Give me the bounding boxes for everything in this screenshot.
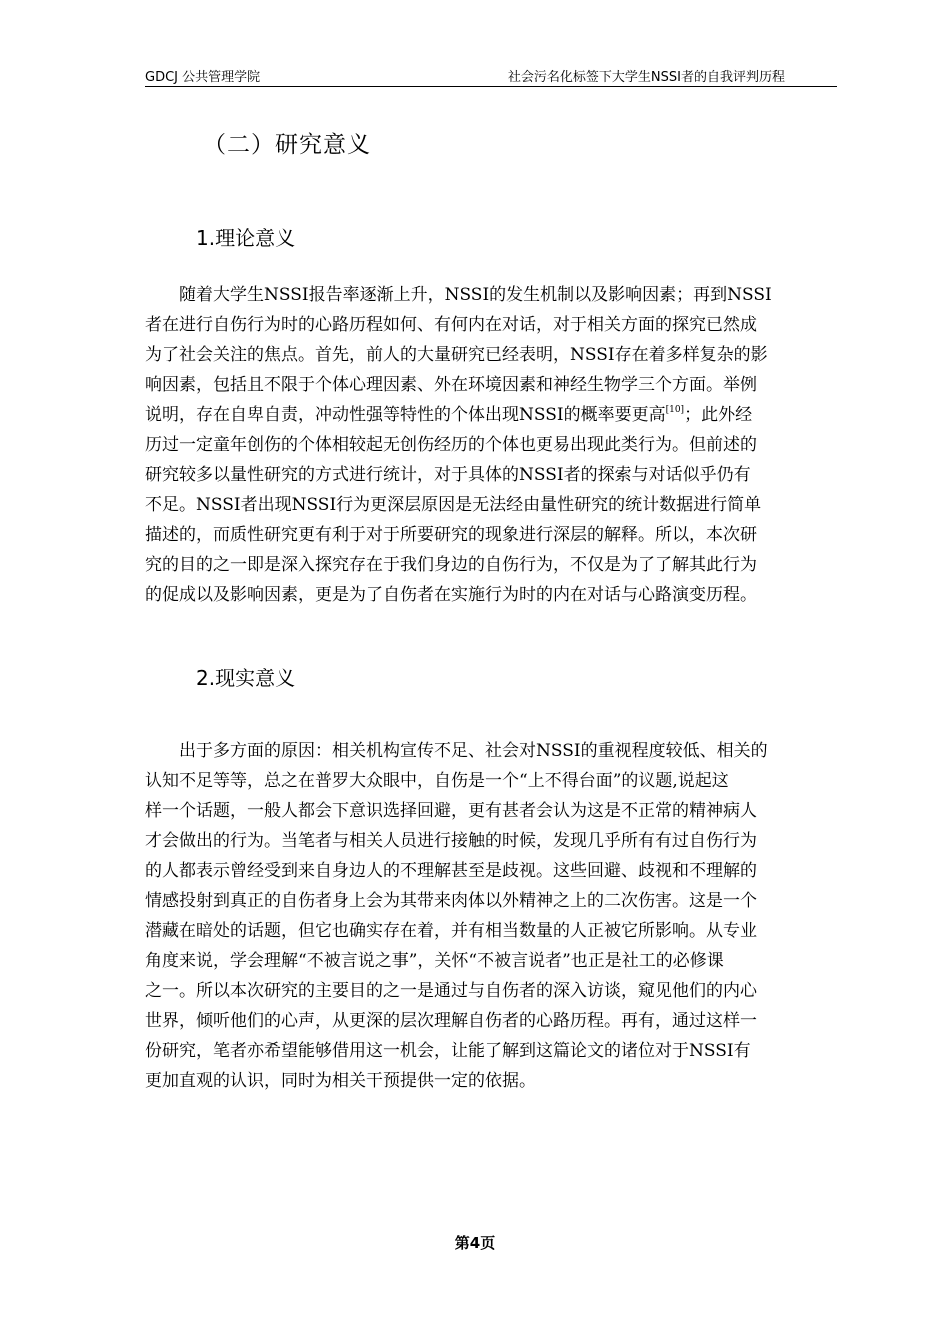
paragraph-line-with-citation (145, 400, 835, 430)
paragraph-line: 才会做出的行为。当笔者与相关人员进行接触的时候，发现几乎所有有过自伤行为 (145, 831, 757, 851)
paragraph-line: 份研究，笔者亦希望能够借用这一机会，让能了解到这篇论文的诸位对于NSSI有 (145, 1041, 751, 1061)
paragraph-line: 世界，倾听他们的心声，从更深的层次理解自伤者的心路历程。再有，通过这样一 (145, 1011, 757, 1031)
paragraph-line: 样一个话题，一般人都会下意识选择回避，更有甚者会认为这是不正常的精神病人 (145, 801, 757, 821)
paragraph-line: 研究较多以量性研究的方式进行统计，对于具体的NSSI者的探索与对话似乎仍有 (145, 465, 751, 485)
page-header (145, 66, 837, 87)
paragraph-line: 更加直观的认识，同时为相关干预提供一定的依据。 (145, 1071, 536, 1091)
citation-ref: [10] (665, 405, 685, 415)
paragraph-line: 描述的，而质性研究更有利于对于所要研究的现象进行深层的解释。所以，本次研 (145, 525, 757, 545)
paragraph-line: 潜藏在暗处的话题，但它也确实存在着，并有相当数量的人正被它所影响。从专业 (145, 921, 757, 941)
paragraph-line: 的人都表示曾经受到来自身边人的不理解甚至是歧视。这些回避、歧视和不理解的 (145, 861, 757, 881)
paragraph-line: 情感投射到真正的自伤者身上会为其带来肉体以外精神之上的二次伤害。这是一个 (145, 891, 757, 911)
paragraph-line: 不足。NSSI者出现NSSI行为更深层原因是无法经由量性研究的统计数据进行简单 (145, 495, 762, 515)
paragraph-line: 认知不足等等，总之在普罗大众眼中，自伤是一个“上不得台面”的议题,说起这 (145, 771, 729, 791)
paragraph-line: 响因素，包括且不限于个体心理因素、外在环境因素和神经生物学三个方面。举例 (145, 375, 757, 395)
subsection-title-theory: 1.理论意义 (196, 226, 296, 250)
paragraph-line: 随着大学生NSSI报告率逐渐上升，NSSI的发生机制以及影响因素；再到NSSI (179, 285, 772, 305)
paragraph-line: 出于多方面的原因：相关机构宣传不足、社会对NSSI的重视程度较低、相关的 (179, 741, 768, 761)
paragraph-line: 历过一定童年创伤的个体相较起无创伤经历的个体也更易出现此类行为。但前述的 (145, 435, 757, 455)
paragraph-text: ；此外经 (684, 405, 753, 425)
paragraph-line: 究的目的之一即是深入探究存在于我们身边的自伤行为，不仅是为了了解其此行为 (145, 555, 757, 575)
paragraph-theory (145, 280, 835, 610)
paragraph-line: 角度来说，学会理解“不被言说之事”，关怀“不被言说者”也正是社工的必修课 (145, 951, 724, 971)
paragraph-line: 的促成以及影响因素，更是为了自伤者在实施行为时的内在对话与心路演变历程。 (145, 585, 757, 605)
header-institution: GDCJ 公共管理学院 (145, 70, 261, 85)
page-number: 第4页 (454, 1234, 496, 1252)
section-title: （二）研究意义 (203, 132, 371, 158)
header-paper-title: 社会污名化标签下大学生NSSI者的自我评判历程 (507, 70, 785, 85)
paragraph-line: 为了社会关注的焦点。首先，前人的大量研究已经表明，NSSI存在着多样复杂的影 (145, 345, 768, 365)
paragraph-practice (145, 736, 835, 1096)
subsection-title-practice: 2.现实意义 (196, 666, 296, 690)
paragraph-line: 之一。所以本次研究的主要目的之一是通过与自伤者的深入访谈，窥见他们的内心 (145, 981, 757, 1001)
paragraph-line: 者在进行自伤行为时的心路历程如何、有何内在对话，对于相关方面的探究已然成 (145, 315, 757, 335)
paragraph-text: 说明，存在自卑自责，冲动性强等特性的个体出现NSSI的概率要更高 (145, 405, 666, 425)
